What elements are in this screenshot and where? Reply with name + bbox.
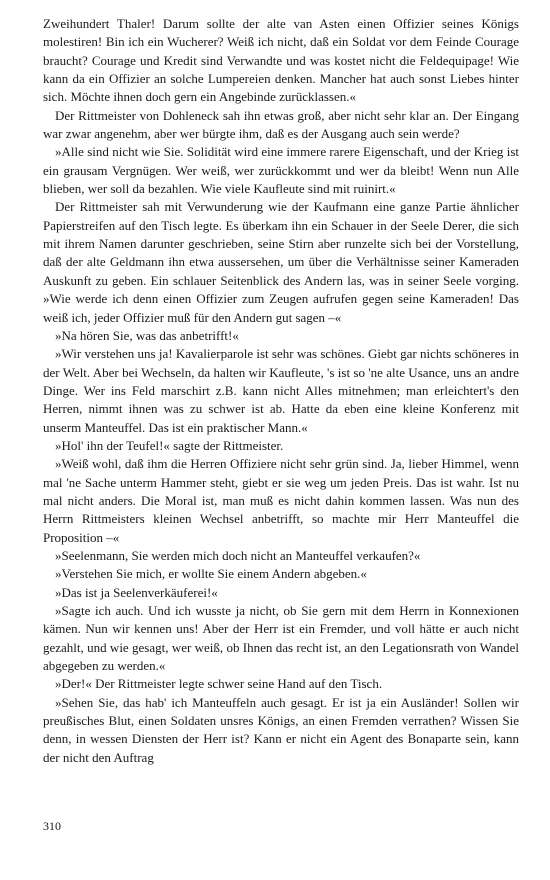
paragraph-5: »Na hören Sie, was das anbetrifft!«	[55, 327, 239, 343]
paragraph-12: »Sagte ich auch. Und ich wusste ja nicht, ob Sie gern mit dem Herrn in Konnexionen kämen. Nun wir kennen uns! Aber der Herr ist ein Fremder, und voll hätte er auch nicht gezahlt, und wie gesagt, wer weiß, ob Ihnen das recht ist, an den Legationsrath von Wandel abgegeben zu werden.«	[43, 603, 519, 674]
paragraph-10: »Verstehen Sie mich, er wollte Sie einem Andern abgeben.«	[55, 566, 367, 582]
paragraph-4: Der Rittmeister sah mit Verwunderung wie der Kaufmann eine ganze Partie ähnlicher Papierstreifen auf den Tisch legte. Es überkam ihn ein Schauer in der Seele Derer, die sich mit ihrem Namen darunter geschrieben, seine Stirn aber runzelte sich bei der Vorstellung, daß der alte Geldmann ihn etwa aussersehen, um über die Verhältnisse seiner Kameraden Auskunft zu geben. Ein schlauer Seitenblick des Andern las, was in seiner Seele vorging. »Wie werde ich denn einen Offizier zum Zeugen aufrufen gegen seine Kameraden! Das weiß ich, jeder Offizier muß für den Andern gut sagen –«	[43, 199, 519, 325]
paragraph-14: »Sehen Sie, das hab' ich Manteuffeln auch gesagt. Er ist ja ein Ausländer! Sollen wir preußisches Blut, einen Soldaten unsres Königs, an einen Fremden verrathen? Wissen Sie denn, in wessen Diensten der Herr ist? Kann er nicht ein Agent des Bonaparte sein, kann der nicht den Auftrag	[43, 694, 519, 765]
paragraph-7: »Hol' ihn der Teufel!« sagte der Rittmeister.	[55, 437, 284, 453]
page-number: 310	[43, 819, 61, 833]
paragraph-6: »Wir verstehen uns ja! Kavalierparole ist sehr was schönes. Giebt gar nichts schöneres in der Welt. Aber bei Wechseln, da halten wir Kaufleute, 's ist so 'ne alte Usance, uns an andre Dinge. Wer ins Feld marschirt z.B. kann nicht Alles mitnehmen; man erleichtert's den Herren, nimmt ihnen was zu schwer ist ab. Hatte da eben eine kleine Konferenz mit unserm Manteuffel. Das ist ein praktischer Mann.«	[43, 346, 519, 435]
paragraph-3: »Alle sind nicht wie Sie. Solidität wird eine immere rarere Eigenschaft, und der Krieg ist ein grausam Vergnügen. Wer weiß, wer zurückkommt und wer da bleibt! Wenn nun Alle blieben, wer soll da bezahlen. Wie viele Kaufleute sind mit ruinirt.«	[43, 144, 519, 197]
paragraph-9: »Seelenmann, Sie werden mich doch nicht an Manteuffel verkaufen?«	[55, 547, 421, 563]
page-body	[43, 15, 519, 767]
paragraph-2: Der Rittmeister von Dohleneck sah ihn etwas groß, aber nicht sehr klar an. Der Eingang war zwar angenehm, aber wer bürgte ihm, daß es der Ausgang auch sein werde?	[43, 107, 519, 142]
paragraph-13: »Der!« Der Rittmeister legte schwer seine Hand auf den Tisch.	[55, 676, 383, 692]
paragraph-8: »Weiß wohl, daß ihm die Herren Offiziere nicht sehr grün sind. Ja, lieber Himmel, wenn mal 'ne Sache unterm Hammer steht, giebt er sie weg um jeden Preis. Das ist wahr. Ist nu mal nicht anders. Die Moral ist, man muß es nicht dahin kommen lassen. Was nun des Herrn Rittmeisters kleinen Wechsel anbetrifft, so machte mir Herr Manteuffel die Proposition –«	[43, 456, 519, 545]
paragraph-1: Zweihundert Thaler! Darum sollte der alte van Asten einen Offizier seines Königs molestiren! Bin ich ein Wucherer? Weiß ich nicht, daß ein Soldat vor dem Feinde Courage braucht? Courage und Kredit sind Verwandte und was kostet nicht die Feldequipage! Wie kann da ein Offizier an solche Lumpereien denken. Mancher hat auch sonst Liebes hinter sich. Möchte ihnen doch gern ein Angebinde zurücklassen.«	[43, 16, 519, 105]
paragraph-11: »Das ist ja Seelenverkäuferei!«	[55, 584, 218, 600]
